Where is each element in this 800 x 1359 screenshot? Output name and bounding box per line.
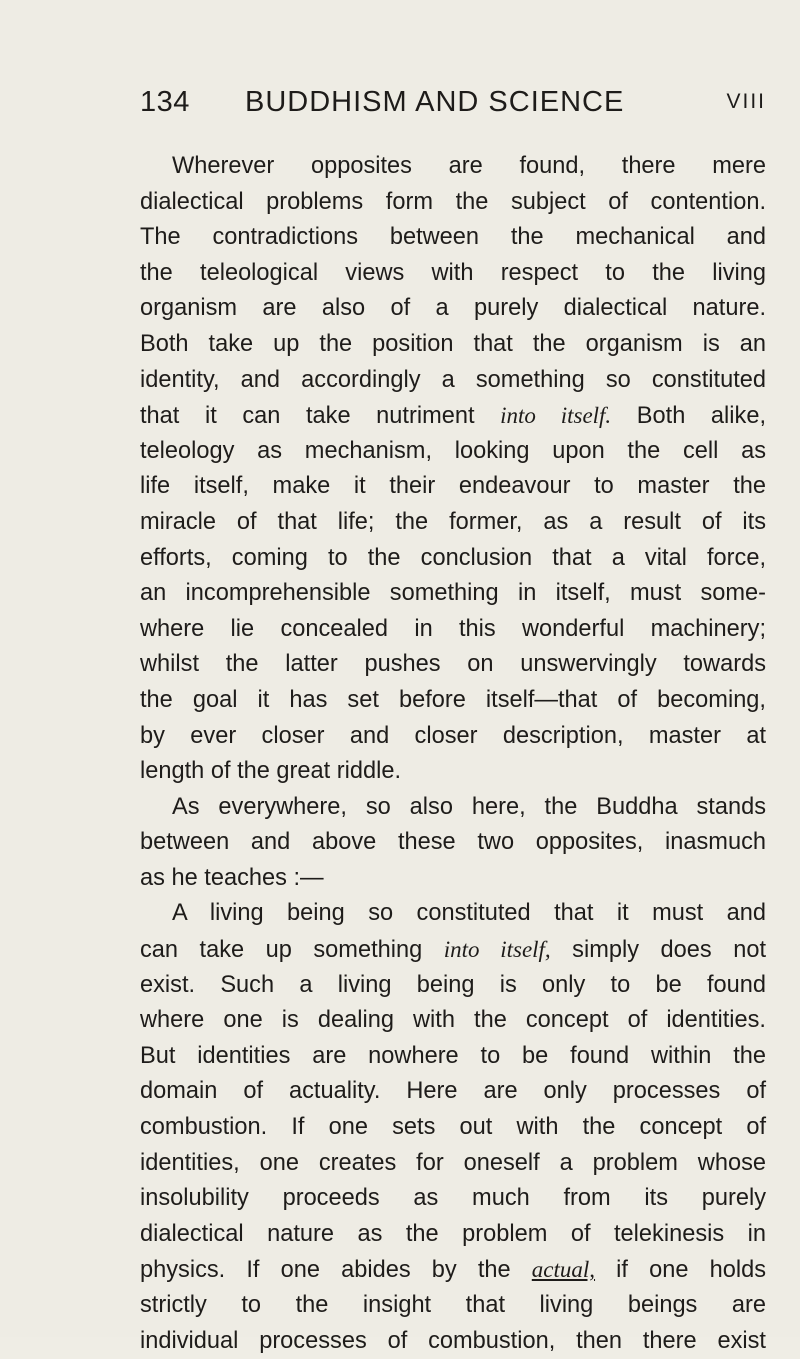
text-line: combustion. If one sets out with the concept of bbox=[140, 1114, 766, 1141]
text-line: A living being so constituted that it must and bbox=[172, 900, 766, 927]
text-line: identity, and accordingly a something so constituted bbox=[140, 366, 766, 393]
text-line: that it can take nutriment into itself. Both alike, bbox=[140, 403, 766, 430]
text-line: life itself, make it their endeavour to master the bbox=[140, 473, 766, 500]
italic-phrase: into itself. bbox=[500, 403, 612, 429]
text-line: as he teaches :— bbox=[140, 864, 324, 891]
text-line: the teleological views with respect to the living bbox=[140, 259, 766, 286]
text-line: can take up something into itself, simply does not bbox=[140, 937, 766, 964]
text-line: individual processes of combustion, then there exist bbox=[140, 1327, 766, 1354]
text-line: teleology as mechanism, looking upon the cell as bbox=[140, 437, 766, 464]
text-line: strictly to the insight that living beings are bbox=[140, 1292, 766, 1318]
text-line: physics. If one abides by the actual, if one holds bbox=[140, 1257, 767, 1284]
text-line: Both take up the position that the organism is an bbox=[140, 330, 766, 357]
text-line: dialectical problems form the subject of contention. bbox=[140, 188, 766, 215]
text-line: the goal it has set before itself—that of becoming, bbox=[140, 686, 766, 713]
text-line: by ever closer and closer description, master at bbox=[140, 722, 766, 749]
running-title: BUDDHISM AND SCIENCE bbox=[245, 86, 625, 118]
page-number: 134 bbox=[140, 86, 190, 118]
text-line: miracle of that life; the former, as a result of its bbox=[140, 508, 766, 535]
body-text bbox=[140, 149, 766, 1359]
text-line: The contradictions between the mechanical and bbox=[140, 224, 766, 251]
running-head bbox=[140, 86, 766, 136]
text-line: exist. Such a living being is only to be found bbox=[140, 971, 766, 998]
text-line: between and above these two opposites, inasmuch bbox=[140, 829, 766, 856]
text-line: efforts, coming to the conclusion that a vital force, bbox=[140, 544, 766, 571]
text-line: identities, one creates for oneself a problem whose bbox=[140, 1149, 766, 1176]
text-line: But identities are nowhere to be found within the bbox=[140, 1042, 766, 1069]
text-line: insolubility proceeds as much from its purely bbox=[140, 1185, 766, 1212]
italic-phrase: actual, bbox=[531, 1257, 596, 1283]
italic-phrase: into itself, bbox=[443, 937, 551, 963]
text-line: As everywhere, so also here, the Buddha stands bbox=[172, 793, 766, 820]
text-line: an incomprehensible something in itself, must some- bbox=[140, 580, 766, 607]
text-line: Wherever opposites are found, there mere bbox=[172, 153, 766, 179]
text-line: where one is dealing with the concept of identities. bbox=[140, 1007, 766, 1034]
text-line: dialectical nature as the problem of telekinesis in bbox=[140, 1220, 766, 1247]
text-line: length of the great riddle. bbox=[140, 758, 402, 785]
text-line: whilst the latter pushes on unswervingly towards bbox=[140, 651, 766, 678]
text-line: domain of actuality. Here are only processes of bbox=[140, 1078, 766, 1105]
text-line: organism are also of a purely dialectical nature. bbox=[140, 295, 766, 322]
text-line: where lie concealed in this wonderful machinery; bbox=[140, 615, 766, 642]
chapter-number: VIII bbox=[726, 90, 766, 113]
